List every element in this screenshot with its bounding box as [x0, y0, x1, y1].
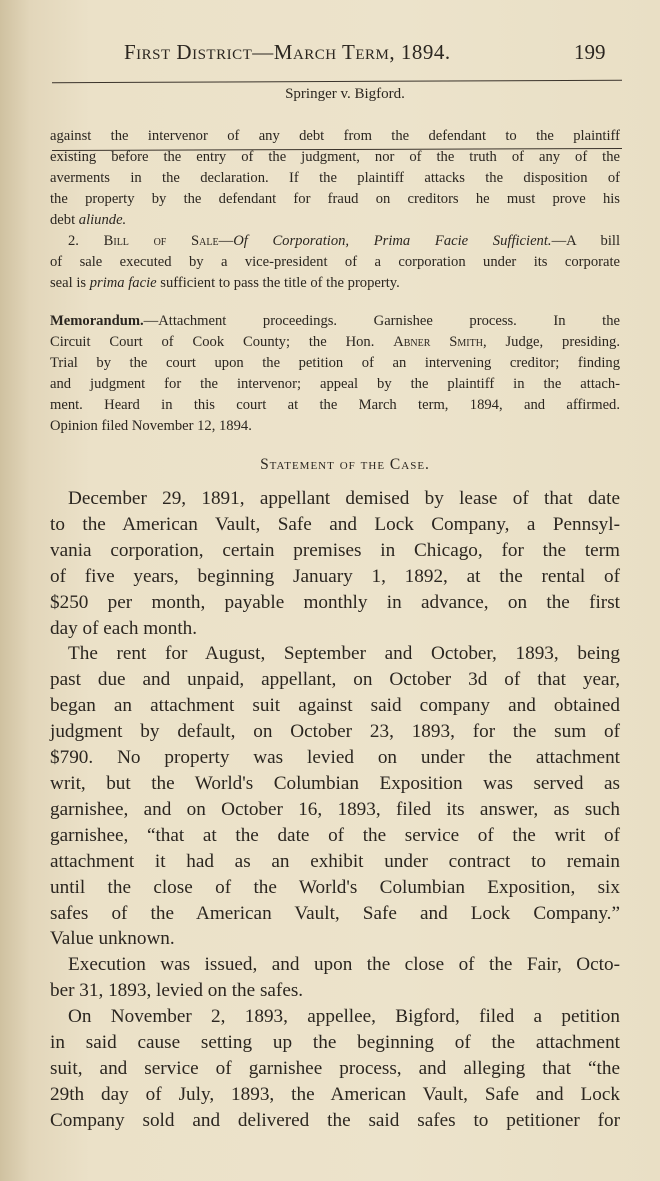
- text-segment: day of each month.: [50, 617, 198, 639]
- text-segment: garnishee, and on October 16, 1893, filed its answer, as such: [50, 798, 620, 820]
- text-segment: ber 31, 1893, levied on the safes.: [50, 980, 304, 1002]
- text-segment: seal is: [50, 275, 90, 291]
- statement-of-case: [50, 486, 620, 1134]
- text-line: [50, 1108, 620, 1134]
- text-segment: suit, and service of garnishee process, and alleging that “the: [50, 1057, 620, 1079]
- text-segment: 29th day of July, 1893, the American Vault, Safe and Lock: [50, 1083, 620, 1105]
- memorandum: [50, 311, 620, 437]
- text-segment: $790. No property was levied on under the attachment: [50, 747, 620, 769]
- text-segment: prima facie: [89, 275, 157, 291]
- text-segment: past due and unpaid, appellant, on October 3d of that year,: [50, 669, 620, 691]
- text-line: [50, 590, 620, 616]
- text-segment: Value unknown.: [50, 928, 175, 950]
- text-segment: the property by the defendant for fraud on creditors he must prove his: [50, 191, 620, 207]
- text-line: [50, 252, 620, 273]
- text-line: [50, 745, 620, 771]
- text-line: [50, 374, 620, 395]
- text-line: [50, 1056, 620, 1082]
- text-line: [50, 719, 620, 745]
- text-segment: of sale executed by a vice-president of a corporation under its corporate: [50, 254, 620, 270]
- text-segment: December 29, 1891, appellant demised by lease of that date: [68, 488, 620, 509]
- text-segment: Opinion filed November 12, 1894.: [50, 418, 252, 434]
- text-line: [50, 875, 620, 901]
- text-line: [50, 926, 620, 952]
- text-segment: —Attachment proceedings. Garnishee process. In the: [143, 313, 620, 329]
- text-segment: debt: [50, 212, 79, 228]
- text-segment: Abner Smith: [393, 334, 483, 350]
- text-segment: ment. Heard in this court at the March term, 1894, and affirmed.: [50, 397, 620, 413]
- statement-heading: Statement of the Case.: [260, 456, 430, 473]
- text-segment: Circuit Court of Cook County; the Hon.: [50, 334, 394, 350]
- text-line: [50, 952, 620, 978]
- headnote: [50, 126, 620, 294]
- text-segment: The rent for August, September and October, 1893, being: [68, 643, 620, 665]
- text-line: [50, 564, 620, 590]
- text-line: [50, 823, 620, 849]
- text-segment: to the American Vault, Safe and Lock Company, a Pennsyl-: [50, 513, 620, 535]
- text-segment: vania corporation, certain premises in Chicago, for the term: [50, 539, 620, 561]
- text-line: [50, 486, 620, 512]
- text-segment: began an attachment suit against said company and obtained: [50, 695, 620, 717]
- running-head: First District—March Term, 1894.: [124, 40, 451, 64]
- text-segment: averments in the declaration. If the plaintiff attacks the disposition of: [50, 170, 620, 186]
- text-line: [50, 667, 620, 693]
- text-line: [50, 641, 620, 667]
- text-segment: Bill of Sale—: [103, 233, 234, 249]
- text-segment: and judgment for the intervenor; appeal by the plaintiff in the attach-: [50, 376, 620, 392]
- text-line: [50, 189, 620, 210]
- text-segment: garnishee, “that at the date of the service of the writ of: [50, 824, 620, 846]
- text-line: [50, 1030, 620, 1056]
- text-segment: existing before the entry of the judgment, nor of the truth of any of the: [50, 149, 620, 165]
- text-line: [50, 538, 620, 564]
- text-segment: safes of the American Vault, Safe and Lock Company.”: [50, 902, 620, 924]
- text-segment: aliunde.: [78, 212, 127, 228]
- text-segment: Of Corporation, Prima Facie Sufficient.: [233, 233, 552, 249]
- text-line: [50, 512, 620, 538]
- text-segment: 2.: [68, 233, 104, 249]
- case-title: Springer v. Bigford.: [285, 86, 405, 102]
- text-line: [50, 273, 620, 294]
- text-segment: sufficient to pass the title of the property.: [156, 275, 400, 291]
- text-line: [50, 353, 620, 374]
- text-line: [50, 147, 620, 168]
- text-segment: Company sold and delivered the said safes to petitioner for: [50, 1109, 620, 1131]
- text-line: [50, 416, 620, 437]
- text-segment: attachment it had as an exhibit under contract to remain: [50, 850, 620, 872]
- text-segment: against the intervenor of any debt from the defendant to the plaintiff: [50, 128, 620, 144]
- text-line: [50, 693, 620, 719]
- text-line: [50, 332, 620, 353]
- text-line: [50, 797, 620, 823]
- text-segment: in said cause setting up the beginning of the attachment: [50, 1032, 620, 1054]
- text-segment: $250 per month, payable monthly in advance, on the first: [50, 591, 620, 613]
- text-line: [50, 616, 620, 642]
- text-segment: until the close of the World's Columbian Exposition, six: [50, 876, 620, 898]
- text-segment: Execution was issued, and upon the close of the Fair, Octo-: [68, 954, 620, 976]
- page-number: 199: [574, 40, 606, 64]
- text-line: [50, 849, 620, 875]
- header-rule: [52, 80, 622, 84]
- text-segment: judgment by default, on October 23, 1893, for the sum of: [50, 721, 620, 743]
- text-line: [50, 168, 620, 189]
- text-segment: of five years, beginning January 1, 1892, at the rental of: [50, 565, 620, 587]
- text-segment: —A bill: [551, 233, 621, 249]
- text-line: [50, 311, 620, 332]
- text-segment: Memorandum.: [50, 313, 144, 329]
- text-line: [50, 1082, 620, 1108]
- text-line: [50, 771, 620, 797]
- text-line: [50, 978, 620, 1004]
- text-segment: writ, but the World's Columbian Exposition was served as: [50, 772, 620, 794]
- text-line: [50, 126, 620, 147]
- text-line: [50, 210, 620, 231]
- text-line: [50, 1004, 620, 1030]
- text-line: [50, 231, 620, 252]
- text-segment: , Judge, presiding.: [482, 334, 620, 350]
- text-line: [50, 901, 620, 927]
- text-segment: Trial by the court upon the petition of an intervening creditor; finding: [50, 355, 620, 371]
- text-segment: On November 2, 1893, appellee, Bigford, filed a petition: [68, 1006, 620, 1028]
- text-line: [50, 395, 620, 416]
